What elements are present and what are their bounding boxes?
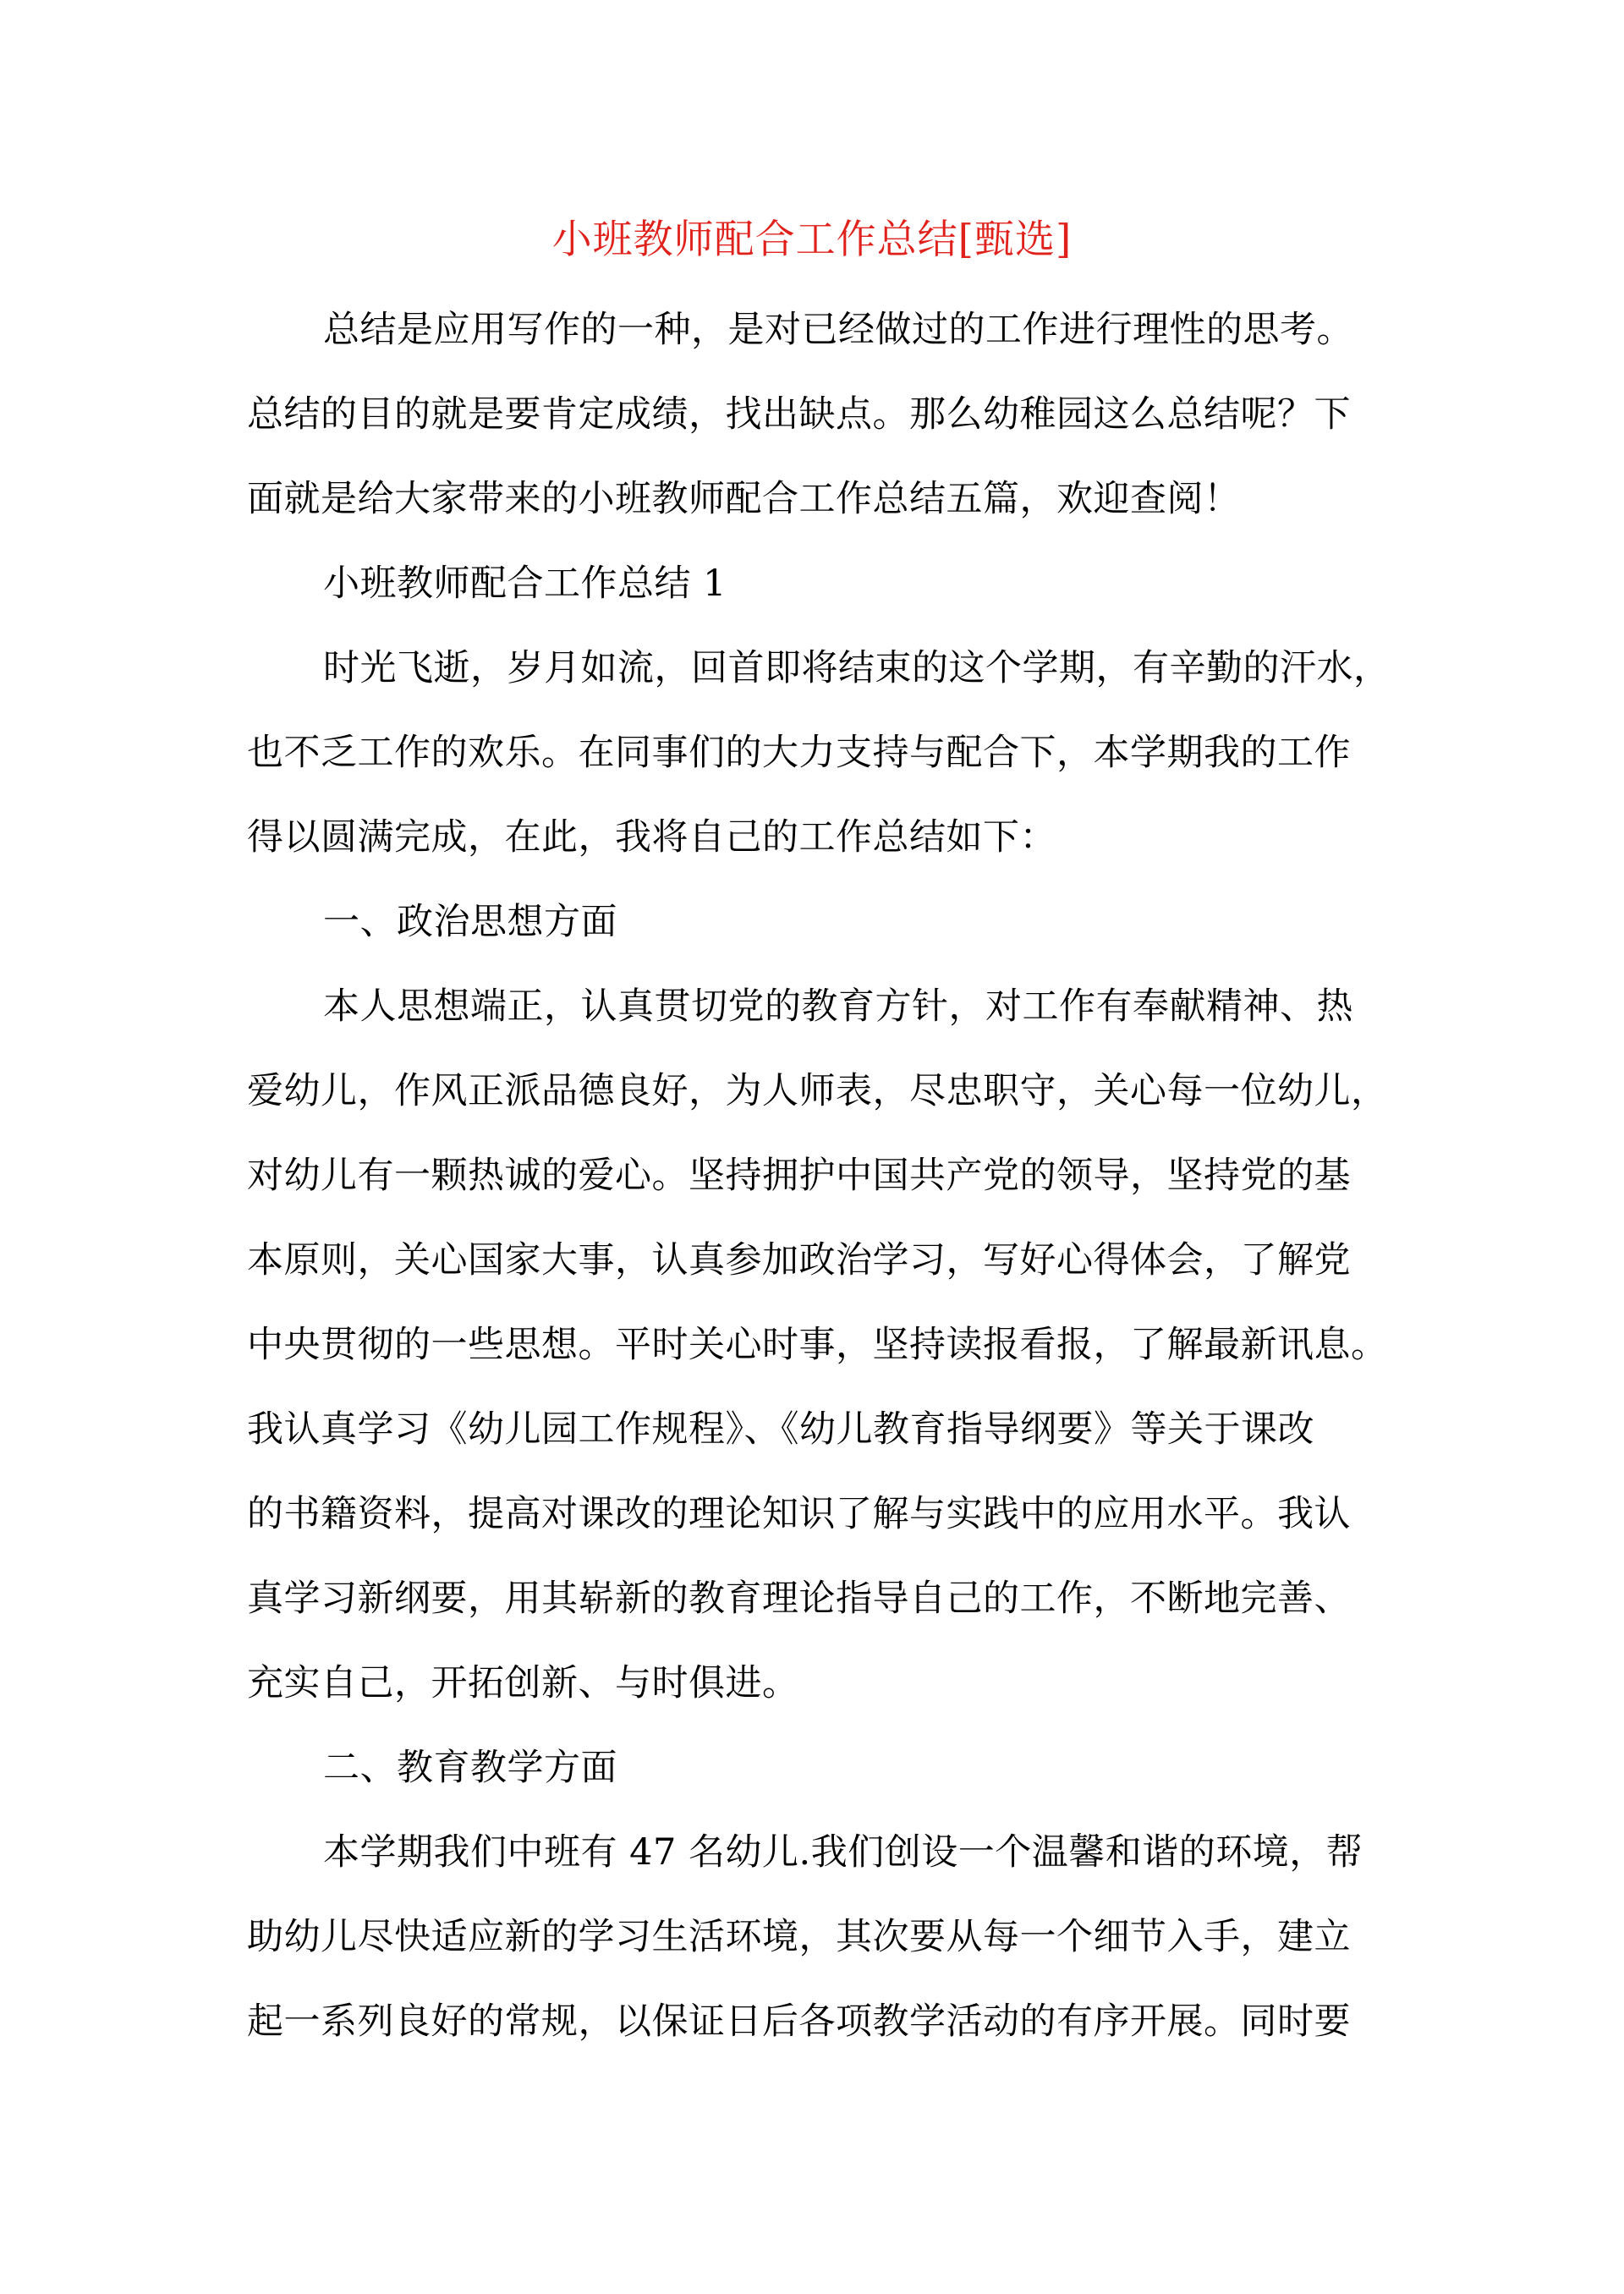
paragraph-line: 得以圆满完成，在此，我将自己的工作总结如下：: [247, 816, 1056, 859]
paragraph-line: 助幼儿尽快适应新的学习生活环境，其次要从每一个细节入手，建立: [247, 1916, 1351, 1958]
paragraph-line: 面就是给大家带来的小班教师配合工作总结五篇，欢迎查阅！: [247, 478, 1241, 520]
paragraph-line: 爱幼儿，作风正派品德良好，为人师表，尽忠职守，关心每一位幼儿，: [247, 1070, 1388, 1112]
paragraph-line: 对幼儿有一颗热诚的爱心。坚持拥护中国共产党的领导，坚持党的基: [247, 1155, 1351, 1197]
paragraph-line: 本学期我们中班有 47 名幼儿.我们创设一个温馨和谐的环境，帮: [323, 1831, 1363, 1874]
paragraph-line: 中央贯彻的一些思想。平时关心时事，坚持读报看报，了解最新讯息。: [247, 1324, 1388, 1366]
paragraph-line: 真学习新纲要，用其崭新的教育理论指导自己的工作，不断地完善、: [247, 1578, 1351, 1620]
paragraph-line: 也不乏工作的欢乐。在同事们的大力支持与配合下，本学期我的工作: [247, 732, 1351, 774]
section-heading: 一、政治思想方面: [323, 901, 617, 943]
paragraph-line: 的书籍资料，提高对课改的理论知识了解与实践中的应用水平。我认: [247, 1493, 1351, 1535]
paragraph-line: 本原则，关心国家大事，认真参加政治学习，写好心得体会，了解党: [247, 1239, 1351, 1281]
paragraph-line: 本人思想端正，认真贯切党的教育方针，对工作有奉献精神、热: [323, 985, 1353, 1028]
document-title: 小班教师配合工作总结[甄选]: [551, 217, 1073, 263]
paragraph-line: 总结的目的就是要肯定成绩，找出缺点。那么幼稚园这么总结呢？下: [247, 393, 1351, 436]
paragraph-line: 起一系列良好的常规，以保证日后各项教学活动的有序开展。同时要: [247, 2000, 1351, 2043]
section-heading: 二、教育教学方面: [323, 1747, 617, 1789]
paragraph-line: 总结是应用写作的一种，是对已经做过的工作进行理性的思考。: [323, 309, 1353, 351]
paragraph-line: 充实自己，开拓创新、与时俱进。: [247, 1662, 799, 1704]
section-heading: 小班教师配合工作总结 1: [323, 563, 727, 605]
paragraph-line: 我认真学习《幼儿园工作规程》、《幼儿教育指导纲要》等关于课改: [247, 1408, 1314, 1451]
paragraph-line: 时光飞逝，岁月如流，回首即将结束的这个学期，有辛勤的汗水，: [323, 647, 1391, 689]
